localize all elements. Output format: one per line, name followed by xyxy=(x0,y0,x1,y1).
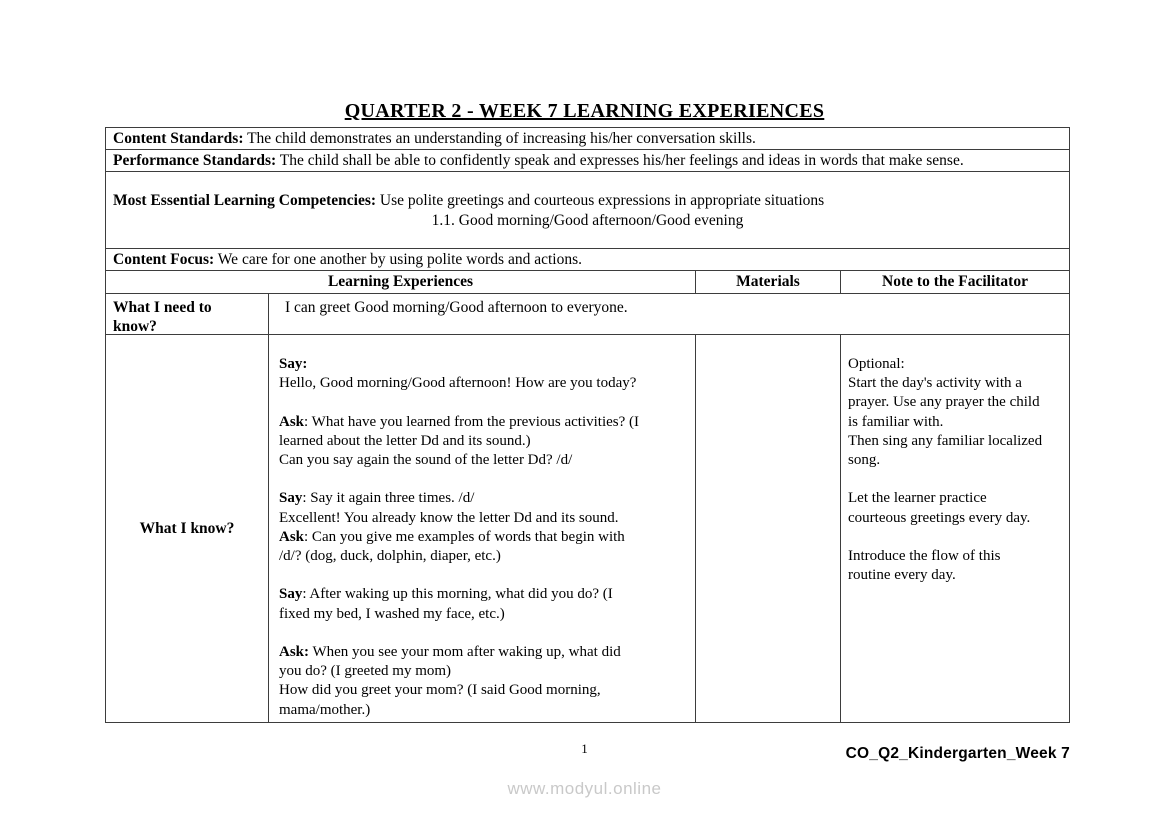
content-focus-row xyxy=(106,249,1070,271)
what-i-need-to-know-objective-cell: I can greet Good morning/Good afternoon to everyone. xyxy=(269,294,1070,335)
what-i-know-label: What I know? xyxy=(139,519,235,537)
text-line: prayer. Use any prayer the child xyxy=(848,394,1040,411)
page-number: 1 xyxy=(581,741,588,756)
text-line: Then sing any familiar localized xyxy=(848,432,1043,449)
text-line: Hello, Good morning/Good afternoon! How are you today? xyxy=(279,375,637,392)
content-focus-label: Content Focus: xyxy=(113,251,215,268)
performance-standards-row xyxy=(106,150,1070,172)
text-line: Start the day's activity with a xyxy=(848,375,1022,392)
performance-standards-label: Performance Standards: xyxy=(113,152,277,169)
text-line: /d/? (dog, duck, dolphin, diaper, etc.) xyxy=(279,548,501,565)
text-line xyxy=(848,470,1069,489)
text-line: is familiar with. xyxy=(848,413,944,430)
text-line: mama/mother.) xyxy=(279,701,371,718)
text-line: courteous greetings every day. xyxy=(848,509,1031,526)
learning-plan-table xyxy=(105,127,1070,723)
melc-line xyxy=(113,191,1062,211)
melc-row xyxy=(106,172,1070,249)
what-i-need-to-know-label-cell xyxy=(106,294,269,335)
facilitator-note-cell xyxy=(841,335,1070,723)
watermark-text: www.modyul.online xyxy=(507,779,662,798)
text-line: Ask: What have you learned from the previous activities? (I xyxy=(279,413,640,430)
text-line: you do? (I greeted my mom) xyxy=(279,663,452,680)
text-line: Say: Say it again three times. /d/ xyxy=(279,490,475,507)
document-code: CO_Q2_Kindergarten_Week 7 xyxy=(845,745,1070,762)
text-line: Ask: Can you give me examples of words that begin with xyxy=(279,528,625,545)
text-line: fixed my bed, I washed my face, etc.) xyxy=(279,605,505,622)
text-line: learned about the letter Dd and its sound.) xyxy=(279,432,531,449)
what-i-need-to-know-label: What I need to know? xyxy=(113,299,212,335)
text-line: routine every day. xyxy=(848,567,956,584)
text-line: song. xyxy=(848,452,881,469)
text-line: Introduce the flow of this xyxy=(848,548,1001,565)
text-line: Ask: When you see your mom after waking up, what did xyxy=(279,644,621,661)
melc-subtext: 1.1. Good morning/Good afternoon/Good evening xyxy=(431,212,744,229)
content-standards-text: The child demonstrates an understanding of increasing his/her conversation skills. xyxy=(247,130,756,147)
text-line: Can you say again the sound of the letter Dd? /d/ xyxy=(279,452,573,469)
what-i-know-label-cell xyxy=(106,335,269,723)
content-standards-row xyxy=(106,128,1070,150)
learning-experiences-cell xyxy=(269,335,696,723)
content-standards-label: Content Standards: xyxy=(113,130,244,147)
text-line xyxy=(279,393,695,412)
performance-standards-text: The child shall be able to confidently speak and expresses his/her feelings and ideas in words that make sense. xyxy=(279,152,964,169)
text-line: Say: xyxy=(279,356,308,372)
column-header-note-to-facilitator: Note to the Facilitator xyxy=(841,271,1070,294)
text-line: How did you greet your mom? (I said Good morning, xyxy=(279,682,601,699)
text-line xyxy=(279,470,695,489)
column-header-learning-experiences: Learning Experiences xyxy=(106,271,696,294)
text-line: Say: After waking up this morning, what did you do? (I xyxy=(279,586,613,603)
content-focus-text: We care for one another by using polite words and actions. xyxy=(217,251,582,268)
column-header-materials: Materials xyxy=(696,271,841,294)
text-line xyxy=(848,528,1069,547)
text-line: Excellent! You already know the letter Dd and its sound. xyxy=(279,509,619,526)
text-line: Optional: xyxy=(848,356,905,372)
melc-label: Most Essential Learning Competencies: xyxy=(113,192,377,209)
melc-text: Use polite greetings and courteous expressions in appropriate situations xyxy=(379,192,825,209)
materials-cell-empty xyxy=(696,335,841,723)
text-line xyxy=(279,624,695,643)
text-line xyxy=(279,566,695,585)
text-line: Let the learner practice xyxy=(848,490,987,507)
page-title: QUARTER 2 - WEEK 7 LEARNING EXPERIENCES xyxy=(344,100,825,122)
